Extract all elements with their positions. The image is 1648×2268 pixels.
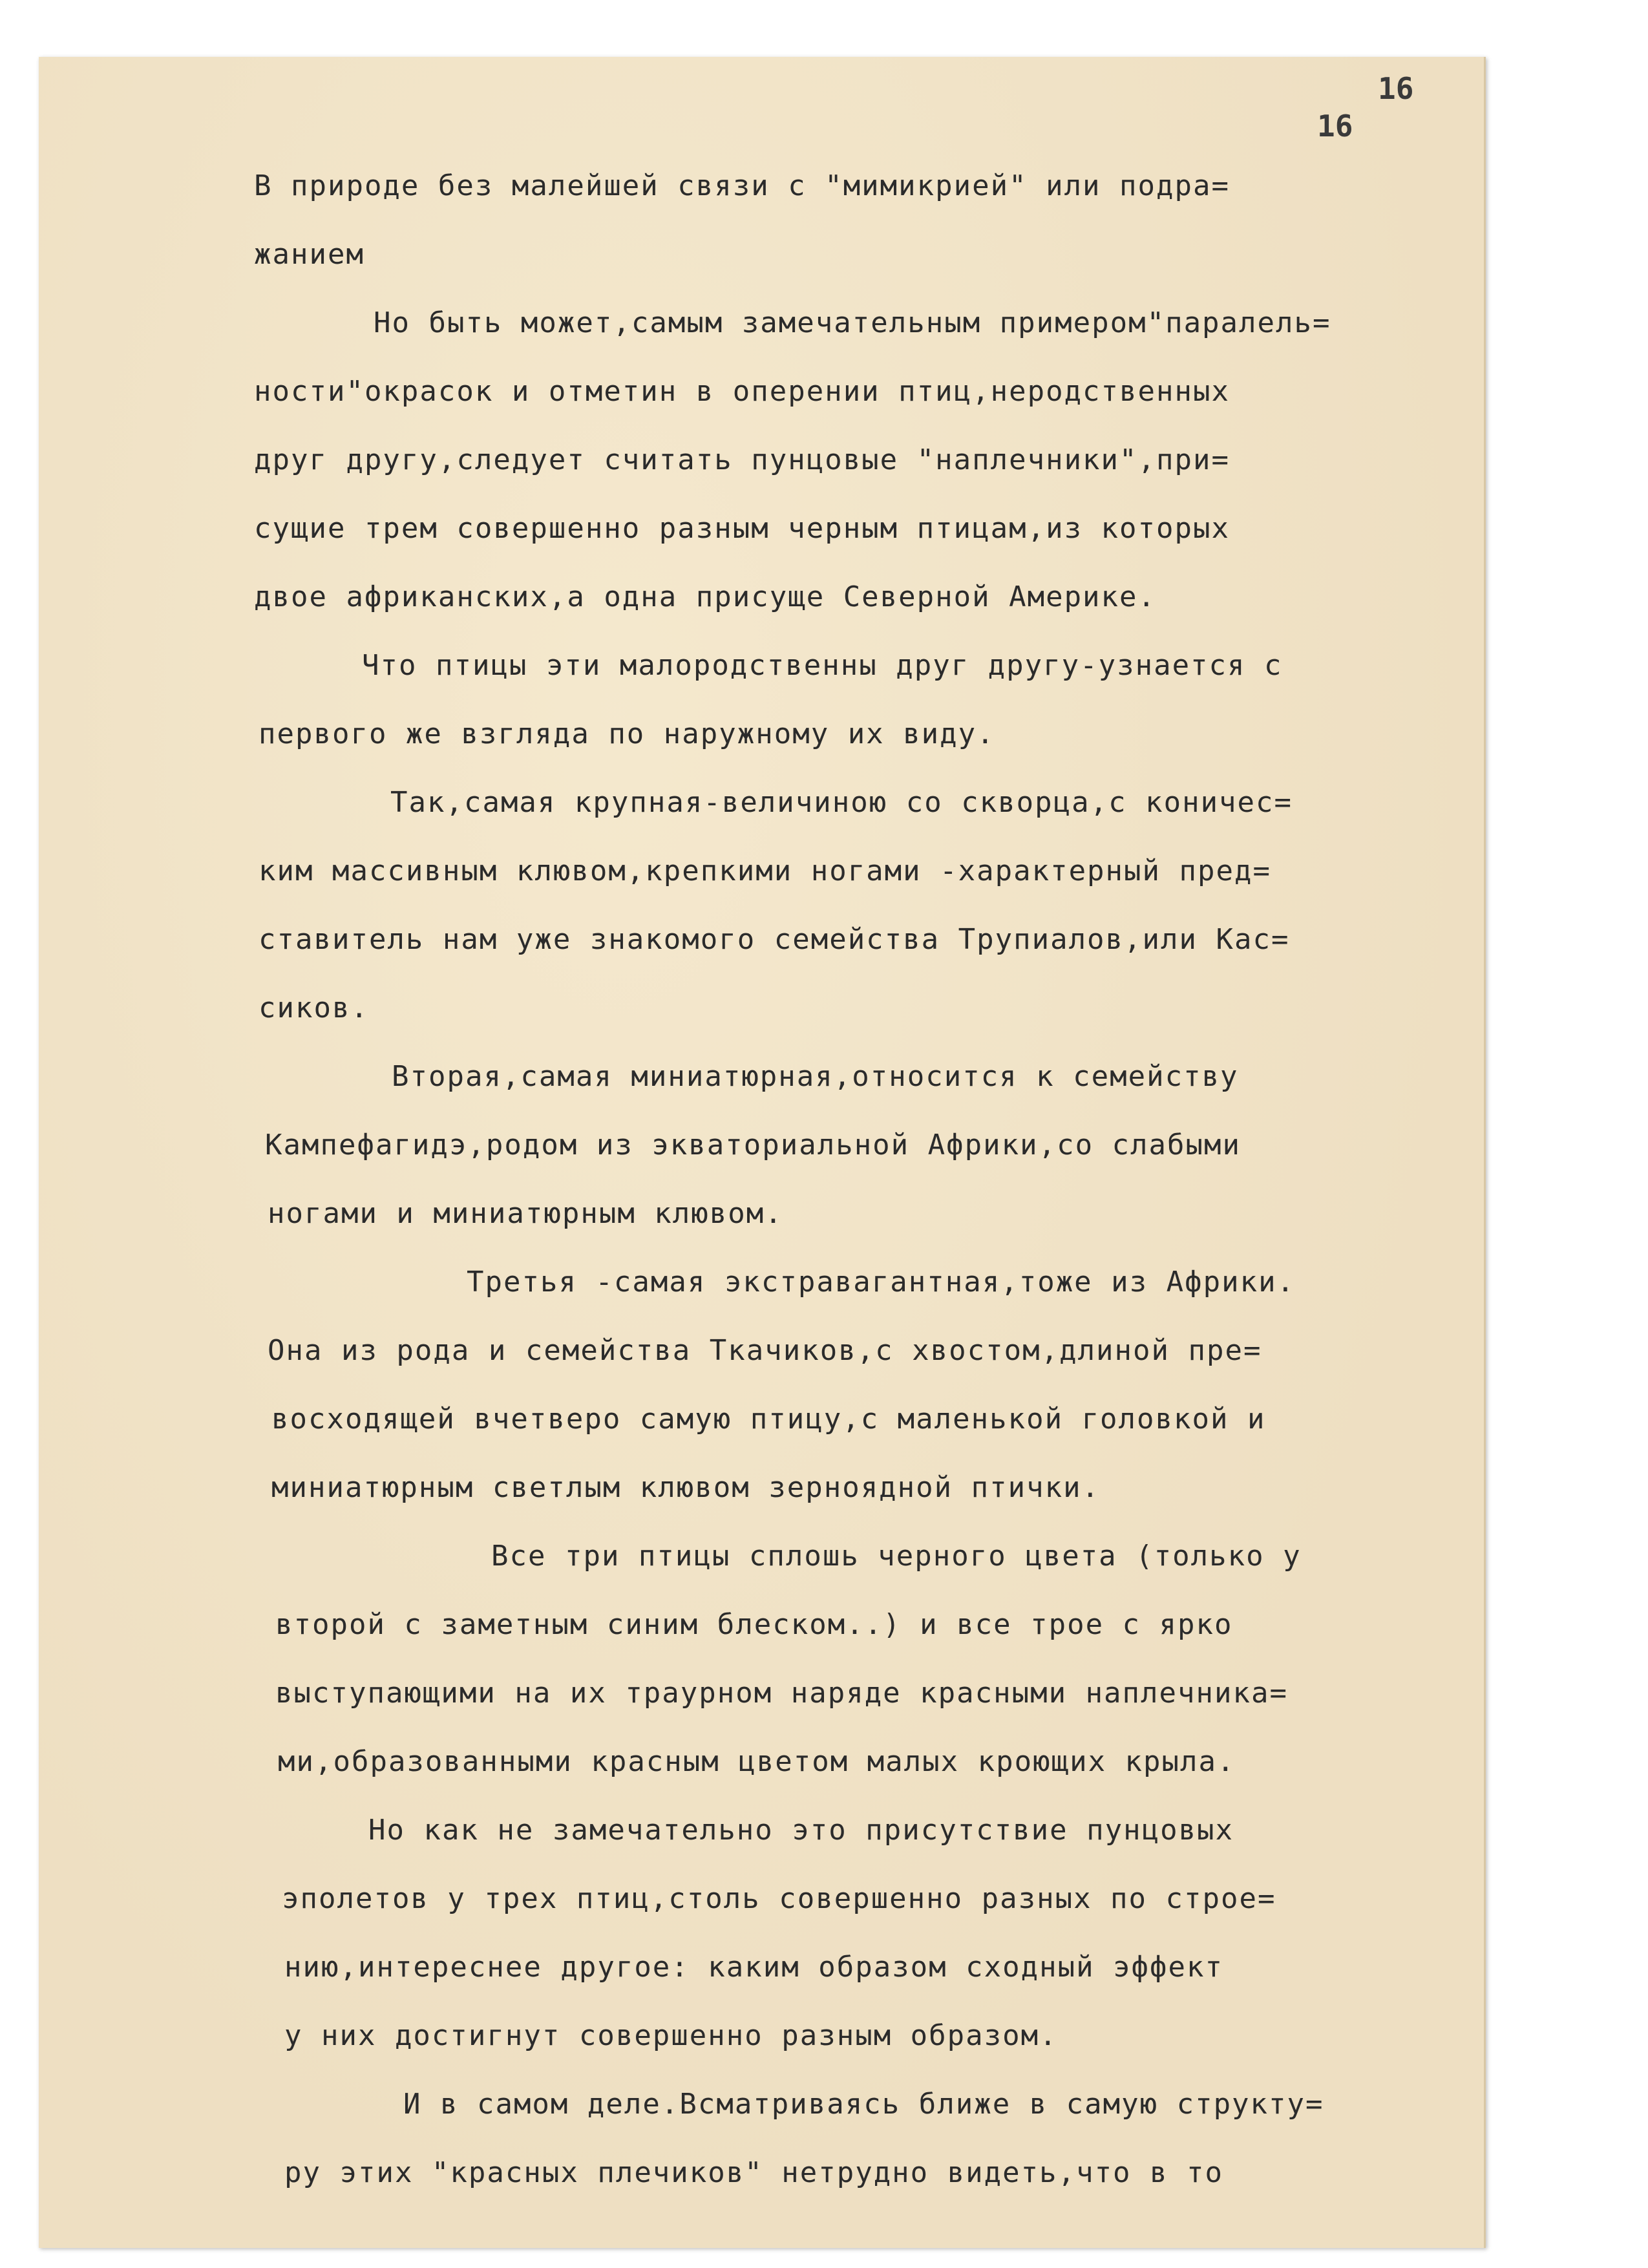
text-line: Но быть может,самым замечательным примером"паралель= xyxy=(374,306,1331,339)
text-line: Она из рода и семейства Ткачиков,с хвостом,длиной пре= xyxy=(268,1334,1262,1367)
text-line: Но как не замечательно это присутствие пунцовых xyxy=(368,1814,1234,1847)
text-line: восходящей вчетверо самую птицу,с маленькой головкой и xyxy=(271,1403,1266,1436)
text-line: Все три птицы сплошь черного цвета (только у xyxy=(491,1540,1302,1573)
text-line: миниатюрным светлым клювом зерноядной птички. xyxy=(271,1471,1101,1504)
text-line: ру этих "красных плечиков" нетрудно видеть,что в то xyxy=(284,2156,1224,2189)
text-line: Что птицы эти малородственны друг другу-узнается с xyxy=(362,649,1283,682)
text-line: ми,образованными красным цветом малых кроющих крыла. xyxy=(278,1745,1236,1778)
text-line: сиков. xyxy=(259,991,369,1024)
text-line: первого же взгляда по наружному их виду. xyxy=(259,717,995,750)
text-line: у них достигнут совершенно разным образом. xyxy=(284,2019,1058,2052)
text-line: ставитель нам уже знакомого семейства Трупиалов,или Кас= xyxy=(259,923,1290,956)
text-line: нию,интереснее другое: каким образом сходный эффект xyxy=(284,1951,1224,1984)
text-line: друг другу,следует считать пунцовые "наплечники",при= xyxy=(254,443,1230,476)
text-line: И в самом деле.Всматриваясь ближе в самую структу= xyxy=(403,2088,1324,2121)
text-line: выступающими на их траурном наряде красными наплечника= xyxy=(275,1677,1288,1710)
text-line: жанием xyxy=(254,238,364,271)
text-line: Так,самая крупная-величиною со скворца,с коничес= xyxy=(390,786,1293,819)
text-line: ности"окрасок и отметин в оперении птиц,неродственных xyxy=(254,375,1230,408)
page-number-handwritten: 16 xyxy=(1378,71,1414,106)
text-line: Третья -самая экстравагантная,тоже из Африки. xyxy=(467,1266,1296,1298)
text-line: двое африканских,а одна присуще Северной Америке. xyxy=(254,580,1157,613)
text-line: Кампефагидэ,родом из экваториальной Африки,со слабыми xyxy=(265,1129,1241,1161)
text-line: ногами и миниатюрным клювом. xyxy=(268,1197,783,1230)
text-line: В природе без малейшей связи с "мимикрией" или подра= xyxy=(254,169,1230,202)
text-line: эполетов у трех птиц,столь совершенно разных по строе= xyxy=(282,1882,1276,1915)
text-line: Вторая,самая миниатюрная,относится к семейству xyxy=(392,1060,1239,1093)
text-line: ким массивным клювом,крепкими ногами -характерный пред= xyxy=(259,854,1271,887)
page-number-typed: 16 xyxy=(1317,109,1353,143)
text-line: второй с заметным синим блеском..) и все трое с ярко xyxy=(275,1608,1233,1641)
text-line: сущие трем совершенно разным черным птицам,из которых xyxy=(254,512,1230,545)
